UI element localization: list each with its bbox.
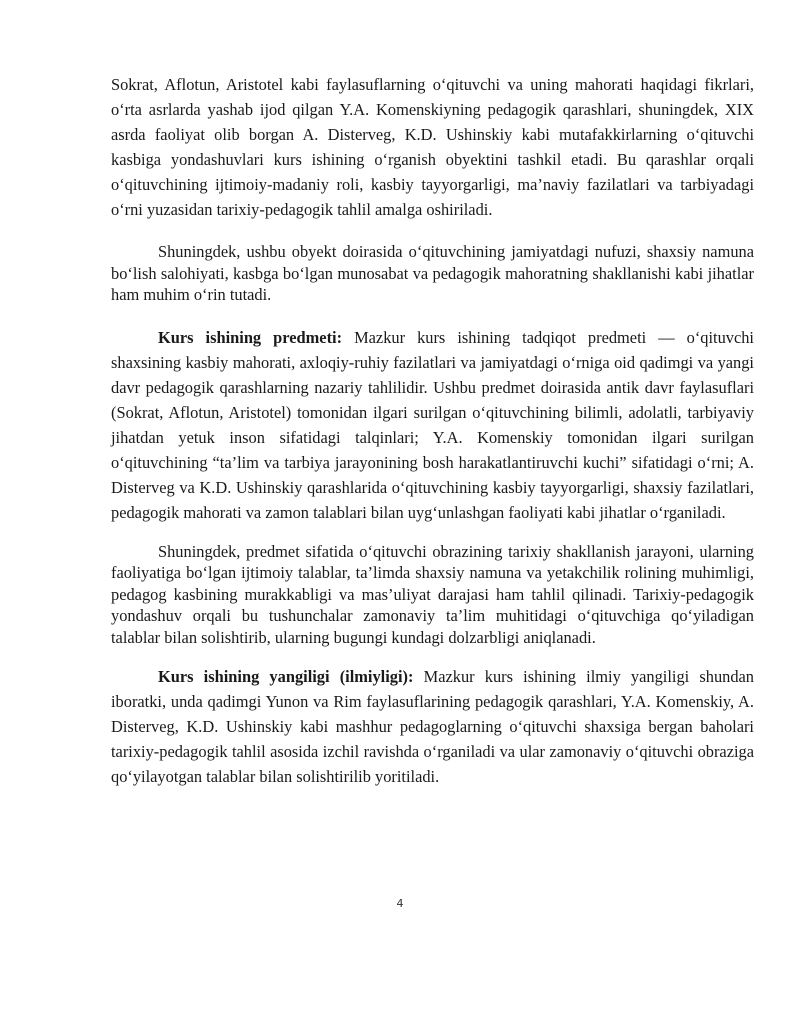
novelty-heading: Kurs ishining yangiligi (ilmiyligi): <box>158 667 414 686</box>
paragraph-object-description: Sokrat, Aflotun, Aristotel kabi faylasuflarning o‘qituvchi va uning mahorati haqidagi fikrlari, o‘rta asrlarda yashab ijod qilgan Y.A. Komenskiyning pedagogik qarashlari, shuningdek, XIX asrda faoliyat olib borgan A. Disterveg, K.D. Ushinskiy kabi mutafakkirlarning o‘qituvchi kasbiga yondashuvlari kurs ishining o‘rganish obyektini tashkil etadi. Bu qarashlar orqali o‘qituvchining ijtimoiy-madaniy roli, kasbiy tayyorgarligi, ma’naviy fazilatlari va tarbiyadagi o‘rni yuzasidan tarixiy-pedagogik tahlil amalga oshiriladi. <box>111 75 754 219</box>
paragraph-subject-details: Shuningdek, predmet sifatida o‘qituvchi obrazining tarixiy shakllanish jarayoni, ularning faoliyatiga bo‘lgan ijtimoiy talablar, ta’limda shaxsiy namuna va yetakchilik rolining muhimligi, pedagog kasbining murakkabligi va mas’uliyat darajasi ham tahlil qilinadi. Tarixiy-pedagogik yondashuv orqali bu tushunchalar zamonaviy ta’lim muhitidagi o‘qituvchiga qo‘yiladigan talablar bilan solishtirib, ularning bugungi kundagi dolzarbligi aniqlanadi. <box>111 541 754 647</box>
paragraph-subject <box>111 325 754 525</box>
page-number: 4 <box>396 897 404 910</box>
paragraph-object-aspects: Shuningdek, ushbu obyekt doirasida o‘qituvchining jamiyatdagi nufuzi, shaxsiy namuna bo‘lish salohiyati, kasbga bo‘lgan munosabat va pedagogik mahoratning shakllanishi kabi jihatlar ham muhim o‘rin tutadi. <box>111 242 754 304</box>
subject-text: Mazkur kurs ishining tadqiqot predmeti — o‘qituvchi shaxsining kasbiy mahorati, axloqiy-ruhiy fazilatlari va jamiyatdagi o‘rniga oid qadimgi va yangi davr pedagogik qarashlarning nazariy tahlilidir. Ushbu predmet doirasida antik davr faylasuflari (Sokrat, Aflotun, Aristotel) tomonidan ilgari surilgan o‘qituvchining bilimli, adolatli, tarbiyaviy jihatdan yetuk inson sifatidagi talqinlari; Y.A. Komenskiy tomonidan ilgari surilgan o‘qituvchining “ta’lim va tarbiya jarayonining bosh harakatlantiruvchi kuchi” sifatidagi o‘rni; A. Disterveg va K.D. Ushinskiy qarashlarida o‘qituvchining kasbiy tayyorgarligi, shaxsiy fazilatlari, pedagogik mahorati va zamon talablari bilan uyg‘unlashgan faoliyati kabi jihatlar o‘rganiladi. <box>111 327 754 522</box>
novelty-text: Mazkur kurs ishining ilmiy yangiligi shundan iboratki, unda qadimgi Yunon va Rim faylasuflarining pedagogik qarashlari, Y.A. Komenskiy, A. Disterveg, K.D. Ushinskiy kabi mashhur pedagoglarning o‘qituvchi shaxsiga bergan baholari tarixiy-pedagogik tahlil asosida izchil ravishda o‘rganiladi va ular zamonaviy o‘qituvchi obraziga qo‘yilayotgan talablar bilan solishtirilib yoritiladi. <box>111 667 755 786</box>
document-page <box>111 72 754 789</box>
subject-heading: Kurs ishining predmeti: <box>158 327 343 347</box>
paragraph-novelty <box>111 664 754 789</box>
